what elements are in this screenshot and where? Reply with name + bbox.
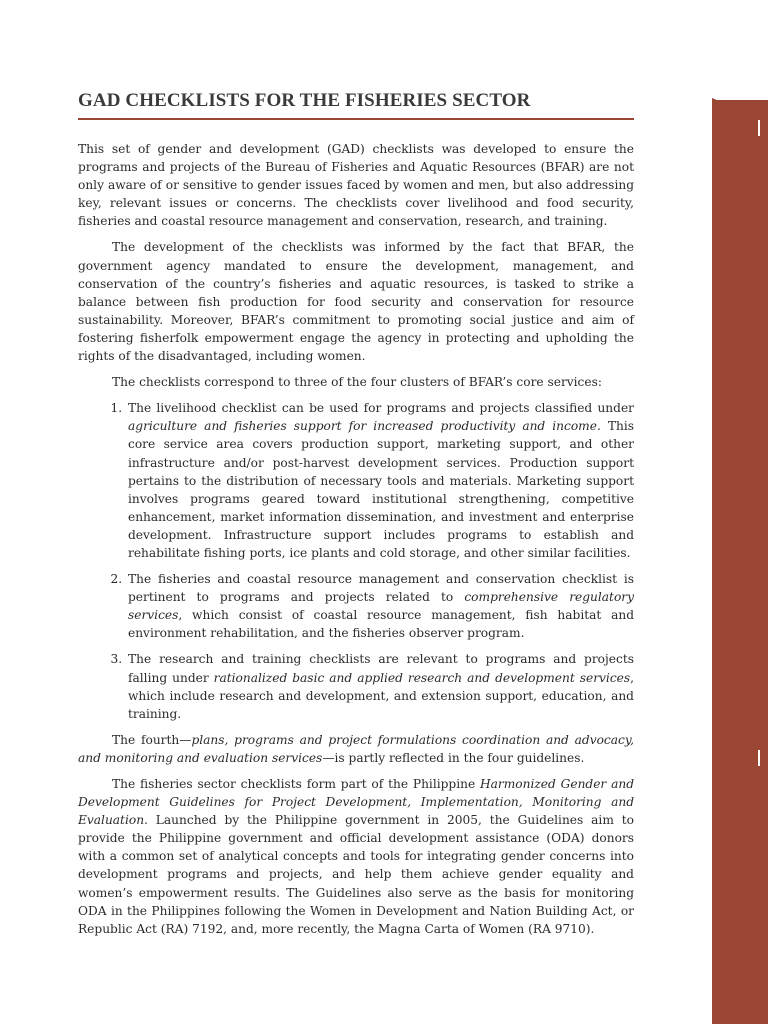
core-services-list (78, 399, 634, 723)
list-item-text: , which consist of coastal resource management, fish habitat and environment rehabilitation, and the fisheries observer program. (128, 608, 634, 641)
list-item-emphasis: agriculture and fisheries support for increased productivity and income. (128, 419, 601, 434)
list-item-emphasis: comprehensive regulatory services (128, 590, 634, 623)
paragraph-text: The fourth— (112, 732, 192, 747)
paragraph-emphasis: Harmonized Gender and Development Guidelines for Project Development, Implementation, Monitoring and Evaluation. (78, 777, 634, 828)
page-title: GAD CHECKLISTS FOR THE FISHERIES SECTOR (78, 90, 531, 111)
context-paragraph: The development of the checklists was informed by the fact that BFAR, the government agency mandated to ensure the development, management, and conservation of the country’s fisheries and aquatic resources, is tasked to strike a balance between fish production for food security and conservation for resource sustainability. Moreover, BFAR’s commitment to promoting social justice and aim of fostering fisherfolk empowerment engage the agency in protecting and upholding the rights of the disadvantaged, including women. (78, 240, 634, 364)
title-underline (78, 118, 634, 120)
paragraph-text: Launched by the Philippine government in 2005, the Guidelines aim to provide the Philippine government and official development assistance (ODA) donors with a common set of analytical concepts and tools for integrating gender concerns into development programs and projects, and help them achieve gender equality and women’s empowerment results. The Guidelines also serve as the basis for monitoring ODA in the Philippines following the Women in Development and Nation Building Act, or Republic Act (RA) 7192, and, more recently, the Magna Carta of Women (RA 9710). (78, 813, 634, 936)
list-item-emphasis: rationalized basic and applied research and development services (213, 670, 631, 685)
list-item-research-training (126, 650, 634, 722)
list-item-text: This core service area covers production support, marketing support, and other infrastructure and/or post-harvest development services. Production support pertains to the distribution of necessary tools and materials. Marketing support involves programs geared toward institutional strengthening, competitive enhancement, market information dissemination, and investment and enterprise development. Infrastructure support includes programs to establish and rehabilitate fishing ports, ice plants and cold storage, and other similar facilities. (128, 419, 634, 560)
side-tick-mark-middle (758, 750, 760, 766)
fourth-cluster-paragraph (78, 731, 634, 767)
guidelines-paragraph (78, 775, 634, 938)
paragraph-emphasis: plans, programs and project formulations coordination and advocacy, and monitoring and evaluation services (78, 732, 634, 765)
list-item-coastal-resource (126, 570, 634, 642)
side-color-band (712, 100, 768, 1024)
list-item-text: The research and training checklists are relevant to programs and projects falling under (128, 652, 634, 685)
paragraph-text: —is partly reflected in the four guidelines. (322, 750, 585, 765)
document-page (78, 90, 634, 946)
list-item-text: , which include research and development, and extension support, education, and training. (128, 670, 634, 721)
intro-paragraph: This set of gender and development (GAD) checklists was developed to ensure the programs and projects of the Bureau of Fisheries and Aquatic Resources (BFAR) are not only aware of or sensitive to gender issues faced by women and men, but also addressing key, relevant issues or concerns. The checklists cover livelihood and food security, fisheries and coastal resource management and conservation, research, and training. (78, 142, 634, 229)
side-tick-mark-top (758, 120, 760, 136)
paragraph-text: The fisheries sector checklists form part of the Philippine (112, 777, 480, 791)
list-item-livelihood (126, 399, 634, 562)
clusters-intro-paragraph: The checklists correspond to three of the four clusters of BFAR’s core services: (112, 375, 602, 390)
list-item-text: The fisheries and coastal resource management and conservation checklist is pertinent to programs and projects related to (128, 572, 634, 605)
list-item-text: The livelihood checklist can be used for programs and projects classified under (128, 401, 634, 416)
